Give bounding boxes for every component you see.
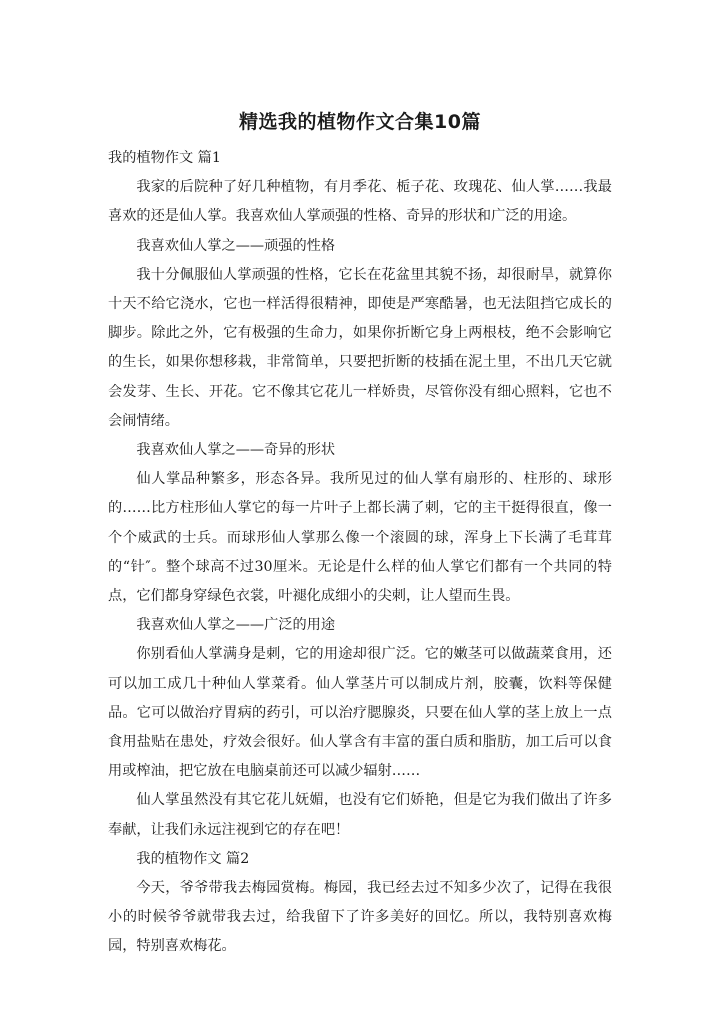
section-heading: 我的植物作文 篇2 — [136, 850, 250, 867]
subheading: 我喜欢仙人掌之——顽强的性格 — [136, 237, 336, 254]
subheading: 我喜欢仙人掌之——广泛的用途 — [136, 617, 336, 634]
paragraph: 我家的后院种了好几种植物，有月季花、栀子花、玫瑰花、仙人掌……我最喜欢的还是仙人掌。我喜欢仙人掌顽强的性格、奇异的形状和广泛的用途。 — [108, 179, 612, 225]
document-title: 精选我的植物作文合集10篇 — [239, 111, 481, 133]
paragraph: 仙人掌品种繁多，形态各异。我所见过的仙人掌有扇形的、柱形的、球形的……比方柱形仙人掌它的每一片叶子上都长满了刺，它的主干挺得很直，像一个个威武的士兵。而球形仙人掌那么像一个滚圆的球，浑身上下长满了毛茸茸的“针″。整个球高不过30厘米。无论是什么样的仙人掌它们都有一个共同的特点，它们都身穿绿色衣裳，叶褪化成细小的尖刺，让人望而生畏。 — [108, 471, 612, 605]
section-heading: 我的植物作文 篇1 — [108, 150, 221, 166]
paragraph: 我十分佩服仙人掌顽强的性格，它长在花盆里其貌不扬，却很耐旱，就算你十天不给它浇水，它也一样活得很精神，即使是严寒酷暑，也无法阻挡它成长的脚步。除此之外，它有极强的生命力，如果你折断它身上两根枝，绝不会影响它的生长，如果你想移栽，非常简单，只要把折断的枝插在泥土里，不出几天它就会发芽、生长、开花。它不像其它花儿一样娇贵，尽管你没有细心照料，它也不会闹情绪。 — [108, 266, 612, 429]
document-body — [108, 144, 612, 962]
subheading: 我喜欢仙人掌之——奇异的形状 — [136, 442, 336, 459]
paragraph: 你别看仙人掌满身是刺，它的用途却很广泛。它的嫩茎可以做蔬菜食用，还可以加工成几十种仙人掌菜肴。仙人掌茎片可以制成片剂，胶囊，饮料等保健品。它可以做治疗胃病的药引，可以治疗腮腺炎，只要在仙人掌的茎上放上一点食用盐贴在患处，疗效会很好。仙人掌含有丰富的蛋白质和脂肪，加工后可以食用或榨油，把它放在电脑桌前还可以减少辐射…… — [108, 646, 612, 780]
paragraph: 今天，爷爷带我去梅园赏梅。梅园，我已经去过不知多少次了，记得在我很小的时候爷爷就带我去过，给我留下了许多美好的回忆。所以，我特别喜欢梅园，特别喜欢梅花。 — [108, 880, 612, 955]
paragraph: 仙人掌虽然没有其它花儿妩媚，也没有它们娇艳，但是它为我们做出了许多奉献，让我们永远注视到它的存在吧！ — [108, 792, 612, 838]
